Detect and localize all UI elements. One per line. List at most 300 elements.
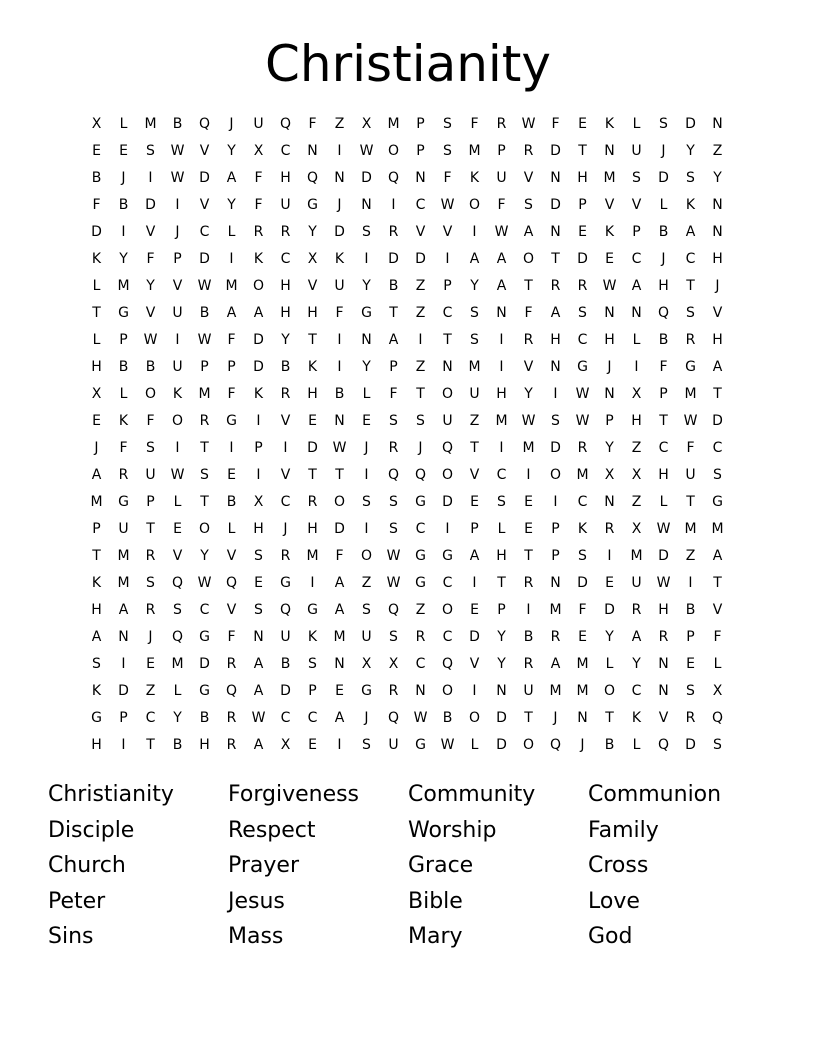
grid-letter: M	[171, 656, 184, 672]
grid-letter: I	[121, 656, 126, 672]
grid-letter: A	[253, 305, 264, 321]
grid-letter: M	[576, 467, 589, 483]
grid-letter: O	[144, 386, 157, 402]
grid-letter: N	[712, 224, 723, 240]
grid-letter: W	[143, 332, 158, 348]
grid-letter: V	[280, 467, 291, 483]
grid-letter: X	[91, 386, 102, 402]
grid-letter: P	[551, 548, 560, 564]
grid-letter: S	[389, 494, 398, 510]
grid-letter: S	[146, 575, 155, 591]
grid-letter: I	[364, 467, 369, 483]
grid-letter: D	[550, 197, 561, 213]
grid-letter: Y	[605, 629, 614, 645]
grid-letter: E	[254, 575, 263, 591]
grid-letter: H	[712, 332, 723, 348]
grid-letter: D	[253, 359, 264, 375]
grid-letter: R	[658, 629, 669, 645]
grid-letter: R	[199, 413, 210, 429]
grid-letter: W	[440, 197, 455, 213]
grid-letter: C	[280, 251, 291, 267]
grid-letter: G	[685, 359, 696, 375]
grid-letter: M	[549, 602, 562, 618]
grid-letter: S	[443, 116, 452, 132]
grid-letter: G	[118, 494, 129, 510]
grid-letter: P	[470, 521, 479, 537]
grid-letter: O	[441, 467, 454, 483]
grid-letter: G	[712, 494, 723, 510]
grid-letter: Z	[415, 305, 426, 321]
grid-letter: P	[119, 710, 128, 726]
grid-letter: D	[685, 116, 696, 132]
grid-letter: O	[549, 467, 562, 483]
grid-letter: H	[280, 170, 291, 186]
grid-letter: L	[92, 278, 101, 294]
grid-letter: I	[472, 683, 477, 699]
grid-letter: Z	[145, 683, 156, 699]
grid-letter: K	[253, 251, 264, 267]
grid-letter: M	[333, 629, 346, 645]
grid-letter: L	[173, 494, 182, 510]
grid-letter: N	[604, 494, 615, 510]
grid-letter: M	[684, 521, 697, 537]
grid-letter: V	[145, 305, 156, 321]
grid-letter: P	[659, 386, 668, 402]
grid-letter: G	[361, 683, 372, 699]
grid-letter: C	[415, 656, 426, 672]
grid-letter: G	[415, 737, 426, 753]
grid-letter: J	[364, 710, 369, 726]
grid-letter: B	[334, 386, 345, 402]
grid-letter: E	[578, 116, 587, 132]
grid-letter: V	[226, 548, 237, 564]
grid-letter: L	[227, 521, 236, 537]
grid-letter: Y	[470, 278, 479, 294]
grid-letter: D	[199, 251, 210, 267]
grid-letter: M	[387, 116, 400, 132]
grid-letter: X	[712, 683, 723, 699]
grid-letter: X	[361, 116, 372, 132]
grid-letter: H	[604, 332, 615, 348]
grid-letter: I	[472, 224, 477, 240]
grid-letter: W	[683, 413, 698, 429]
grid-letter: B	[91, 170, 102, 186]
grid-letter: P	[578, 197, 587, 213]
grid-letter: H	[91, 359, 102, 375]
grid-letter: D	[496, 737, 507, 753]
grid-letter: I	[175, 197, 180, 213]
grid-letter: X	[388, 656, 399, 672]
grid-letter: P	[200, 359, 209, 375]
word-list-item: Community	[408, 782, 536, 807]
grid-letter: N	[415, 170, 426, 186]
word-list-item: Mary	[408, 924, 463, 949]
grid-letter: D	[118, 683, 129, 699]
grid-letter: Y	[281, 332, 290, 348]
grid-letter: A	[496, 278, 507, 294]
grid-letter: T	[92, 305, 101, 321]
grid-letter: O	[603, 683, 616, 699]
grid-letter: L	[605, 656, 614, 672]
grid-letter: O	[522, 737, 535, 753]
grid-letter: B	[118, 359, 129, 375]
grid-letter: B	[199, 710, 210, 726]
grid-letter: T	[443, 332, 452, 348]
grid-letter: E	[605, 575, 614, 591]
grid-letter: W	[197, 278, 212, 294]
grid-letter: E	[173, 521, 182, 537]
grid-letter: G	[415, 494, 426, 510]
grid-letter: B	[172, 116, 183, 132]
grid-letter: I	[229, 440, 234, 456]
grid-letter: S	[146, 440, 155, 456]
grid-letter: S	[686, 683, 695, 699]
grid-letter: I	[553, 494, 558, 510]
grid-letter: Q	[279, 602, 292, 618]
grid-letter: N	[118, 629, 129, 645]
grid-letter: O	[360, 548, 373, 564]
grid-letter: N	[550, 359, 561, 375]
grid-letter: H	[658, 467, 669, 483]
grid-letter: P	[173, 251, 182, 267]
grid-letter: Q	[387, 467, 400, 483]
grid-letter: G	[91, 710, 102, 726]
grid-letter: M	[306, 548, 319, 564]
grid-letter: B	[442, 710, 453, 726]
grid-letter: Z	[631, 440, 642, 456]
grid-letter: W	[656, 521, 671, 537]
grid-letter: I	[175, 440, 180, 456]
word-list-item: Love	[588, 888, 640, 914]
grid-letter: F	[497, 197, 506, 213]
grid-letter: W	[170, 143, 185, 159]
grid-letter: I	[607, 548, 612, 564]
grid-letter: Q	[657, 305, 670, 321]
word-list-item: Worship	[408, 817, 497, 843]
grid-letter: S	[362, 494, 371, 510]
grid-letter: M	[117, 575, 130, 591]
grid-letter: E	[470, 494, 479, 510]
grid-letter: I	[337, 143, 342, 159]
grid-letter: O	[441, 602, 454, 618]
grid-letter: D	[91, 224, 102, 240]
grid-letter: T	[497, 575, 506, 591]
grid-letter: T	[308, 332, 317, 348]
grid-letter: R	[145, 548, 156, 564]
grid-letter: M	[117, 278, 130, 294]
grid-letter: J	[607, 359, 612, 375]
grid-letter: R	[253, 224, 264, 240]
grid-letter: L	[659, 197, 668, 213]
word-list	[48, 779, 768, 957]
grid-letter: C	[280, 494, 291, 510]
grid-letter: J	[148, 629, 153, 645]
grid-letter: M	[522, 440, 535, 456]
grid-letter: Y	[227, 143, 236, 159]
grid-letter: P	[416, 143, 425, 159]
grid-letter: W	[359, 143, 374, 159]
grid-letter: C	[442, 629, 453, 645]
grid-letter: T	[308, 467, 317, 483]
grid-letter: R	[145, 602, 156, 618]
grid-letter: V	[415, 224, 426, 240]
grid-letter: N	[658, 656, 669, 672]
grid-letter: K	[334, 251, 345, 267]
grid-letter: V	[307, 278, 318, 294]
grid-letter: I	[148, 170, 153, 186]
grid-letter: T	[200, 440, 209, 456]
grid-letter: C	[280, 710, 291, 726]
grid-letter: B	[658, 332, 669, 348]
grid-letter: Q	[306, 170, 319, 186]
grid-letter: X	[361, 656, 372, 672]
grid-letter: V	[199, 197, 210, 213]
grid-letter: Q	[198, 116, 211, 132]
grid-letter: T	[659, 413, 668, 429]
grid-letter: I	[499, 332, 504, 348]
grid-letter: S	[497, 494, 506, 510]
grid-letter: V	[658, 710, 669, 726]
grid-letter: R	[280, 224, 291, 240]
grid-letter: Q	[657, 737, 670, 753]
grid-letter: Q	[225, 575, 238, 591]
grid-letter: P	[497, 602, 506, 618]
grid-letter: C	[631, 683, 642, 699]
grid-letter: R	[604, 521, 615, 537]
grid-letter: I	[688, 575, 693, 591]
grid-letter: V	[712, 602, 723, 618]
grid-letter: F	[254, 197, 263, 213]
grid-letter: R	[577, 440, 588, 456]
grid-letter: V	[226, 602, 237, 618]
grid-letter: T	[713, 386, 722, 402]
grid-letter: B	[118, 197, 129, 213]
grid-letter: Q	[441, 656, 454, 672]
grid-letter: O	[522, 251, 535, 267]
grid-letter: R	[226, 737, 237, 753]
grid-letter: I	[337, 359, 342, 375]
grid-letter: O	[468, 197, 481, 213]
grid-letter: T	[524, 278, 533, 294]
grid-letter: N	[604, 305, 615, 321]
grid-letter: B	[388, 278, 399, 294]
grid-letter: R	[496, 116, 507, 132]
grid-letter: P	[443, 278, 452, 294]
grid-letter: D	[550, 440, 561, 456]
grid-letter: P	[119, 332, 128, 348]
grid-letter: P	[686, 629, 695, 645]
grid-letter: L	[119, 116, 128, 132]
grid-letter: T	[416, 386, 425, 402]
grid-letter: F	[659, 359, 668, 375]
grid-letter: X	[631, 386, 642, 402]
grid-letter: S	[578, 305, 587, 321]
grid-letter: G	[415, 548, 426, 564]
grid-letter: H	[496, 548, 507, 564]
grid-letter: Z	[361, 575, 372, 591]
grid-letter: K	[604, 116, 615, 132]
grid-letter: U	[145, 467, 156, 483]
grid-letter: I	[337, 332, 342, 348]
grid-letter: G	[307, 602, 318, 618]
grid-letter: Y	[227, 197, 236, 213]
grid-letter: W	[575, 386, 590, 402]
grid-letter: S	[686, 170, 695, 186]
word-list-item: Respect	[228, 817, 316, 843]
grid-letter: T	[686, 494, 695, 510]
grid-letter: Y	[605, 440, 614, 456]
grid-letter: A	[469, 251, 480, 267]
grid-letter: N	[496, 305, 507, 321]
grid-letter: R	[550, 629, 561, 645]
grid-letter: A	[496, 251, 507, 267]
grid-letter: S	[362, 224, 371, 240]
grid-letter: D	[334, 521, 345, 537]
grid-letter: L	[173, 683, 182, 699]
grid-letter: R	[631, 602, 642, 618]
grid-letter: K	[91, 251, 102, 267]
grid-letter: M	[711, 521, 724, 537]
grid-letter: X	[307, 251, 318, 267]
grid-letter: H	[199, 737, 210, 753]
grid-letter: Z	[415, 278, 426, 294]
grid-letter: I	[634, 359, 639, 375]
grid-letter: M	[603, 170, 616, 186]
grid-letter: J	[553, 710, 558, 726]
grid-letter: D	[199, 170, 210, 186]
grid-letter: O	[333, 494, 346, 510]
grid-letter: T	[524, 710, 533, 726]
grid-letter: B	[604, 737, 615, 753]
grid-letter: T	[335, 467, 344, 483]
grid-letter: N	[361, 332, 372, 348]
grid-letter: D	[496, 710, 507, 726]
grid-letter: W	[170, 467, 185, 483]
word-list-item: Jesus	[228, 888, 285, 914]
grid-letter: A	[91, 467, 102, 483]
grid-letter: E	[524, 521, 533, 537]
grid-letter: C	[685, 251, 696, 267]
grid-letter: D	[550, 143, 561, 159]
grid-letter: I	[256, 413, 261, 429]
grid-letter: U	[685, 467, 696, 483]
grid-letter: F	[524, 305, 533, 321]
grid-letter: E	[578, 629, 587, 645]
grid-letter: J	[175, 224, 180, 240]
grid-letter: F	[578, 602, 587, 618]
grid-letter: S	[632, 170, 641, 186]
grid-letter: N	[658, 683, 669, 699]
grid-letter: G	[361, 305, 372, 321]
word-list-item: Mass	[228, 924, 284, 949]
grid-letter: R	[388, 683, 399, 699]
grid-letter: C	[307, 710, 318, 726]
grid-letter: N	[604, 386, 615, 402]
grid-letter: I	[391, 197, 396, 213]
grid-letter: K	[469, 170, 480, 186]
grid-letter: S	[389, 413, 398, 429]
grid-letter: V	[145, 224, 156, 240]
grid-letter: S	[713, 467, 722, 483]
grid-letter: P	[92, 521, 101, 537]
grid-letter: A	[91, 629, 102, 645]
grid-letter: N	[415, 683, 426, 699]
grid-letter: S	[416, 413, 425, 429]
grid-letter: D	[145, 197, 156, 213]
grid-letter: K	[604, 224, 615, 240]
grid-letter: O	[198, 521, 211, 537]
grid-letter: D	[388, 251, 399, 267]
grid-letter: F	[146, 251, 155, 267]
grid-letter: K	[631, 710, 642, 726]
grid-letter: Q	[387, 602, 400, 618]
grid-letter: D	[442, 494, 453, 510]
grid-letter: N	[631, 305, 642, 321]
grid-letter: H	[307, 386, 318, 402]
grid-letter: M	[198, 386, 211, 402]
grid-letter: S	[686, 305, 695, 321]
grid-letter: C	[712, 440, 723, 456]
grid-letter: R	[307, 494, 318, 510]
grid-letter: I	[445, 251, 450, 267]
grid-letter: Y	[632, 656, 641, 672]
grid-letter: F	[146, 413, 155, 429]
grid-letter: S	[470, 305, 479, 321]
grid-letter: Q	[441, 440, 454, 456]
grid-letter: S	[470, 332, 479, 348]
grid-letter: R	[388, 224, 399, 240]
grid-letter: S	[173, 602, 182, 618]
grid-letter: F	[227, 332, 236, 348]
grid-letter: E	[362, 413, 371, 429]
grid-letter: A	[388, 332, 399, 348]
grid-letter: V	[172, 278, 183, 294]
grid-letter: I	[121, 737, 126, 753]
grid-letter: V	[442, 224, 453, 240]
grid-letter: A	[712, 548, 723, 564]
grid-letter: R	[550, 278, 561, 294]
grid-letter: C	[415, 197, 426, 213]
grid-letter: F	[308, 116, 317, 132]
word-list-item: Church	[48, 853, 126, 878]
grid-letter: G	[307, 197, 318, 213]
grid-letter: T	[578, 143, 587, 159]
grid-letter: A	[226, 170, 237, 186]
grid-letter: Y	[497, 656, 506, 672]
grid-letter: Q	[171, 575, 184, 591]
grid-letter: P	[551, 521, 560, 537]
grid-letter: K	[91, 683, 102, 699]
grid-letter: W	[494, 224, 509, 240]
grid-letter: N	[712, 116, 723, 132]
grid-letter: V	[631, 197, 642, 213]
grid-letter: B	[199, 305, 210, 321]
grid-letter: G	[118, 305, 129, 321]
grid-letter: D	[199, 656, 210, 672]
grid-letter: E	[470, 602, 479, 618]
grid-letter: Y	[713, 170, 722, 186]
grid-letter: W	[521, 413, 536, 429]
grid-letter: D	[712, 413, 723, 429]
grid-letter: U	[361, 629, 372, 645]
grid-letter: Q	[414, 467, 427, 483]
grid-letter: A	[118, 602, 129, 618]
grid-letter: Z	[334, 116, 345, 132]
grid-letter: O	[171, 413, 184, 429]
grid-letter: M	[117, 548, 130, 564]
grid-letter: A	[631, 629, 642, 645]
word-list-item: Disciple	[48, 817, 135, 843]
